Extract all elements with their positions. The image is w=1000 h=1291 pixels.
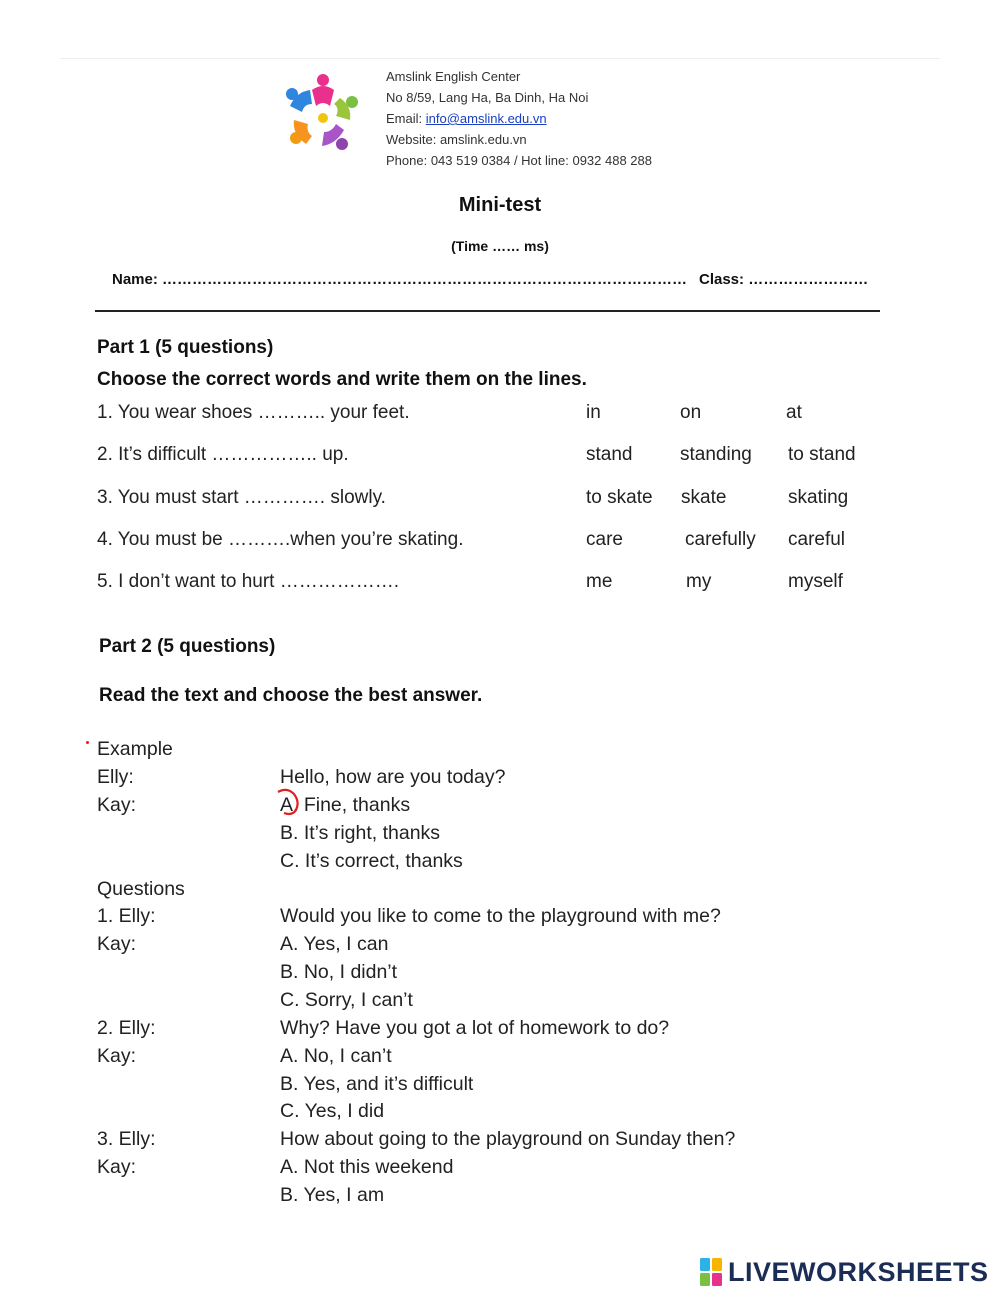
dialogue-line: Why? Have you got a lot of homework to do? [280,1017,670,1039]
speaker-label: 1. Elly: [97,905,156,927]
answer-option[interactable]: B. Yes, and it’s difficult [280,1073,474,1095]
questions-label: Questions [97,878,185,900]
red-mark [86,741,89,744]
part1-instruction: Choose the correct words and write them on the lines. [97,369,587,390]
people-circle-logo [282,72,364,158]
option[interactable]: in [586,402,601,423]
option[interactable]: standing [680,444,752,465]
speaker-label: Elly: [97,766,134,788]
part1-question: 2. It’s difficult …………….. up. [97,444,349,465]
header-divider [95,310,880,312]
option[interactable]: to skate [586,487,653,508]
option[interactable]: at [786,402,802,423]
answer-option[interactable]: C. Yes, I did [280,1100,385,1122]
dialogue-line: Would you like to come to the playground with me? [280,905,721,927]
page-title: Mini-test [458,194,542,216]
email-row [386,108,652,129]
speaker-label: Kay: [97,933,137,955]
dialogue-line: How about going to the playground on Sunday then? [280,1128,736,1150]
option[interactable]: skating [788,487,849,508]
liveworksheets-brand [700,1254,989,1290]
brand-text: LIVEWORKSHEETS [728,1256,989,1287]
name-field[interactable]: Name: …………………………………………………………………………………………… [112,271,688,288]
answer-option[interactable]: B. Yes, I am [280,1184,385,1206]
email-label: Email: [386,111,426,126]
speaker-label: Kay: [97,794,137,816]
speaker-label: 3. Elly: [97,1128,156,1150]
option[interactable]: care [586,529,623,550]
part1-question: 3. You must start …………. slowly. [97,487,386,508]
answer-option: B. It’s right, thanks [280,822,441,844]
option[interactable]: my [686,571,712,592]
answer-option[interactable]: B. No, I didn’t [280,961,398,983]
option[interactable]: to stand [788,444,856,465]
part1-question: 5. I don’t want to hurt ………………. [97,571,399,592]
contact-block [386,66,652,171]
answer-option[interactable]: A. Not this weekend [280,1156,454,1178]
part2-heading: Part 2 (5 questions) [99,636,276,657]
part1-question: 1. You wear shoes ……….. your feet. [97,402,410,423]
option[interactable]: skate [681,487,727,508]
option[interactable]: stand [586,444,633,465]
phone: Phone: 043 519 0384 / Hot line: 0932 488 288 [386,153,652,168]
option[interactable]: on [680,402,702,423]
answer-option: A. Fine, thanks [280,794,411,816]
class-field[interactable]: Class: …………………… [699,271,869,288]
option[interactable]: careful [788,529,846,550]
address: No 8/59, Lang Ha, Ba Dinh, Ha Noi [386,90,589,105]
email-link[interactable]: info@amslink.edu.vn [425,111,547,126]
part1-question: 4. You must be ……….when you’re skating. [97,529,464,550]
liveworksheets-logo-icon [700,1258,722,1286]
dialogue-line: Hello, how are you today? [280,766,506,788]
option[interactable]: me [586,571,613,592]
time-subtitle: (Time …… ms) [451,238,549,254]
speaker-label: Kay: [97,1156,137,1178]
answer-option[interactable]: A. No, I can’t [280,1045,392,1067]
answer-circle-mark [272,788,302,816]
answer-option[interactable]: A. Yes, I can [280,933,389,955]
example-label: Example [97,738,173,760]
answer-option: C. It’s correct, thanks [280,850,463,872]
part1-heading: Part 1 (5 questions) [97,337,274,358]
option[interactable]: carefully [685,529,756,550]
answer-option[interactable]: C. Sorry, I can’t [280,989,413,1011]
option[interactable]: myself [788,571,843,592]
center-name: Amslink English Center [386,69,521,84]
speaker-label: Kay: [97,1045,137,1067]
speaker-label: 2. Elly: [97,1017,156,1039]
website: Website: amslink.edu.vn [386,132,527,147]
part2-instruction: Read the text and choose the best answer. [99,685,483,706]
top-divider [60,58,940,59]
